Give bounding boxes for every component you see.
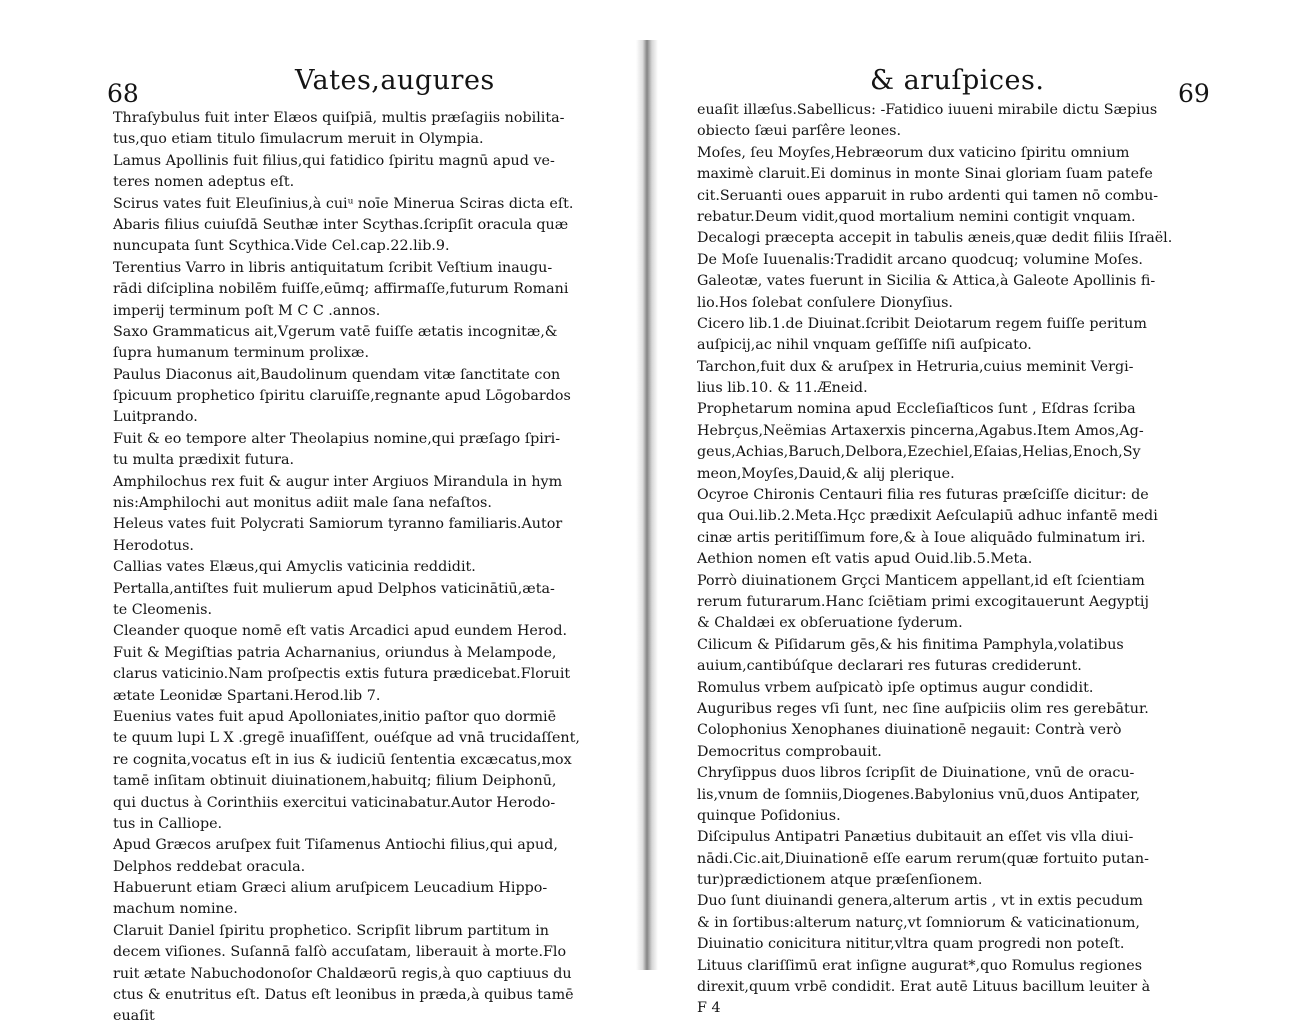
text-line: maximè claruit.Ei dominus in monte Sinai gloriam ſuam patefe [697, 166, 1153, 183]
text-line: Paulus Diaconus ait,Baudolinum quendam vitæ ſanctitate con [113, 366, 561, 383]
text-line: tamē inſitam obtinuit diuinationem,habuitq; filium Deiphonū, [113, 773, 557, 790]
text-line: Lituus clariſſimū erat inſigne augurat*,quo Romulus regiones [697, 957, 1143, 974]
text-line: clarus vaticinio.Nam proſpectis extis futura prædicebat.Floruit [113, 666, 571, 683]
text-line: auium,cantibúſque declarari res futuras crediderunt. [697, 658, 1082, 675]
text-line: rādi diſciplina nobilēm fuiſſe,eūmq; affirmaſſe,futurum Romani [113, 281, 569, 298]
text-line: Luitprando. [113, 409, 198, 426]
text-line: decem viſiones. Suſannā falſò accuſatam, liberauit à morte.Flo [113, 944, 567, 961]
text-line: euaſit illæſus.Sabellicus: -Fatidico iuueni mirabile dictu Sæpius [697, 102, 1158, 118]
running-head-left: Vates,augures [295, 65, 495, 96]
text-line: re cognita,vocatus eſt in ius & iudiciū ſententia excæcatus,mox [113, 751, 572, 768]
text-line: Galeotæ, vates fuerunt in Sicilia & Attica,à Galeote Apollinis fi- [697, 273, 1156, 290]
text-line: Hebrçus,Neëmias Artaxerxis pincerna,Agabus.Item Amos,Ag- [697, 422, 1144, 439]
text-line: teres nomen adeptus eſt. [113, 174, 295, 191]
text-line: te quum lupi L X .gregē inuaſiſſent, ouéſque ad vnā trucidaſſent, [113, 730, 580, 747]
text-line: Abaris filius cuiuſdā Seuthæ inter Scythas.ſcripſit oracula quæ [113, 216, 569, 233]
text-line: Auguribus reges vſi ſunt, nec ſine auſpiciis olim res gerebātur. [697, 700, 1149, 717]
text-line: tu multa prædixit futura. [113, 452, 295, 469]
text-line: imperij terminum poſt M C C .annos. [113, 302, 381, 319]
text-line: lis,vnum de ſomniis,Diogenes.Babylonius vnū,duos Antipater, [697, 786, 1141, 803]
text-line: Pertalla,antiſtes fuit mulierum apud Delphos vaticinātiū,æta- [113, 580, 555, 597]
text-line: Democritus comprobauit. [697, 743, 882, 760]
text-line: Fuit & eo tempore alter Theolapius nomine,qui præſago ſpiri- [113, 430, 561, 447]
text-line: Cicero lib.1.de Diuinat.ſcribit Deiotarum regem fuiſſe peritum [697, 315, 1147, 332]
text-line: ætate Leonidæ Spartani.Herod.lib 7. [113, 687, 381, 704]
text-line: Tarchon,fuit dux & aruſpex in Hetruria,cuius meminit Vergi- [697, 358, 1134, 375]
right-page [668, 0, 1311, 1017]
text-line: Duo ſunt diuinandi genera,alterum artis , vt in extis pecudum [697, 893, 1143, 910]
text-line: Apud Græcos aruſpex fuit Tiſamenus Antiochi filius,qui apud, [113, 837, 558, 854]
text-line: lio.Hos ſolebat conſulere Dionyſius. [697, 294, 953, 311]
left-page-text [113, 108, 638, 1025]
text-line: cit.Seruanti oues apparuit in rubo ardenti qui tamen nō combu- [697, 187, 1159, 204]
text-line: euaſit [113, 1008, 155, 1025]
text-line: ſupra humanum terminum prolixæ. [113, 345, 370, 362]
text-line: geus,Achias,Baruch,Delbora,Ezechiel,Eſaias,Helias,Enoch,Sy [697, 444, 1141, 461]
text-line: Decalogi præcepta accepit in tabulis æneis,quæ dedit filiis Iſraël. [697, 230, 1173, 247]
text-line: nuncupata ſunt Scythica.Vide Cel.cap.22.lib.9. [113, 238, 450, 255]
text-line: Scirus vates fuit Eleuſinius,à cuiᵘ noīe Minerua Sciras dicta eſt. [113, 195, 574, 212]
text-line: qua Oui.lib.2.Meta.Hçc prædixit Aeſculapiū adhuc infantē medi [697, 508, 1158, 525]
text-line: Moſes, ſeu Moyſes,Hebræorum dux vaticino ſpiritu omnium [697, 144, 1130, 161]
running-head-right: & aruſpices. [870, 65, 1045, 96]
text-line: Cilicum & Piſidarum gēs,& his finitima Pamphyla,volatibus [697, 636, 1124, 653]
text-line: rebatur.Deum vidit,quod mortalium nemini contigit vnquam. [697, 208, 1136, 225]
text-line: Herodotus. [113, 537, 194, 554]
text-line: machum nomine. [113, 901, 238, 918]
text-line: & in ſortibus:alterum naturç,vt ſomniorum & vaticinationum, [697, 914, 1140, 931]
text-line: Claruit Daniel ſpiritu prophetico. Scripſit librum partitum in [113, 922, 550, 939]
text-line: Fuit & Megiſtias patria Acharnanius, oriundus à Melampode, [113, 644, 557, 661]
text-line: qui ductus à Corinthiis exercitui vaticinabatur.Autor Herodo- [113, 794, 556, 811]
text-line: Diſcipulus Antipatri Panætius dubitauit an eſſet vis vlla diui- [697, 829, 1134, 846]
text-line: De Moſe Iuuenalis:Tradidit arcano quodcuq; volumine Moſes. [697, 251, 1143, 268]
text-line: Euenius vates fuit apud Apolloniates,initio paſtor quo dormiē [113, 708, 557, 725]
text-line: lius lib.10. & 11.Æneid. [697, 380, 868, 397]
text-line: nis:Amphilochi aut monitus adiit male ſana nefaſtos. [113, 495, 492, 512]
text-line: cinæ artis peritiſſimum fore,& à Ioue aliquādo fulminatum iri. [697, 529, 1146, 546]
text-line: & Chaldæi ex obſeruatione ſyderum. [697, 615, 963, 632]
text-line: Porrò diuinationem Grçci Manticem appellant,id eſt ſcientiam [697, 572, 1145, 589]
right-page-text [697, 100, 1217, 1017]
text-line: tus in Calliope. [113, 815, 223, 832]
text-line: Romulus vrbem auſpicatò ipſe optimus augur condidit. [697, 679, 1094, 696]
text-line: ctus & enutritus eſt. Datus eſt leonibus in præda,à quibus tamē [113, 987, 574, 1004]
text-line: Cleander quoque nomē eſt vatis Arcadici apud eundem Herod. [113, 623, 568, 640]
text-line: Heleus vates fuit Polycrati Samiorum tyranno familiaris.Autor [113, 516, 563, 533]
text-line: Callias vates Elæus,qui Amyclis vaticinia reddidit. [113, 559, 476, 576]
text-line: Lamus Apollinis fuit filius,qui fatidico ſpiritu magnū apud ve- [113, 152, 555, 169]
text-line: Habuerunt etiam Græci alium aruſpicem Leucadium Hippo- [113, 880, 548, 897]
text-line: auſpicij,ac nihil vnquam geſſiſſe niſi auſpicato. [697, 337, 1032, 354]
text-line: Diuinatio conicitura nititur,vltra quam progredi non poteſt. [697, 936, 1125, 953]
text-line: direxit,quum vrbē condidit. Erat autē Lituus bacillum leuiter à [697, 979, 1151, 996]
text-line: ſpicuum prophetico ſpiritu claruiſſe,regnante apud Lōgobardos [113, 388, 571, 405]
text-line: tur)prædictionem atque præſenſionem. [697, 872, 983, 889]
text-line: Delphos reddebat oracula. [113, 858, 306, 875]
text-line: Colophonius Xenophanes diuinationē negauit: Contrà verò [697, 722, 1122, 739]
text-line: quinque Poſidonius. [697, 807, 841, 824]
text-line: Prophetarum nomina apud Eccleſiaſticos ſunt , Eſdras ſcriba [697, 401, 1136, 418]
text-line: Thraſybulus fuit inter Elæos quiſpiā, multis præſagiis nobilita- [113, 110, 565, 126]
text-line: Ocyroe Chironis Centauri filia res futuras præſciſſe dicitur: de [697, 487, 1149, 504]
text-line: Saxo Grammaticus ait,Vgerum vatē fuiſſe ætatis incognitæ,& [113, 323, 558, 340]
text-line: Aethion nomen eſt vatis apud Ouid.lib.5.Meta. [697, 551, 1033, 568]
page-number-left: 68 [107, 79, 139, 108]
text-line: te Cleomenis. [113, 601, 213, 618]
text-line: Amphilochus rex fuit & augur inter Argiuos Mirandula in hym [113, 473, 563, 490]
text-line: Chryſippus duos libros ſcripſit de Diuinatione, vnū de oracu- [697, 765, 1135, 782]
text-line: rerum futurarum.Hanc ſciētiam primi excogitauerunt Aegyptij [697, 593, 1149, 610]
left-page [0, 0, 640, 1025]
text-line: tus,quo etiam titulo ſimulacrum meruit in Olympia. [113, 131, 484, 148]
text-line: Terentius Varro in libris antiquitatum ſcribit Veſtium inaugu- [113, 259, 553, 276]
text-line: F 4 [697, 1000, 721, 1017]
text-line: meon,Moyſes,Dauid,& alij plerique. [697, 465, 955, 482]
text-line: obiecto ſæui parſêre leones. [697, 123, 902, 140]
text-line: nādi.Cic.ait,Diuinationē eſſe earum rerum(quæ fortuito putan- [697, 850, 1149, 867]
page-number-right: 69 [1178, 79, 1210, 108]
text-line: ruit ætate Nabuchodonoſor Chaldæorū regis,à quo captiuus du [113, 965, 572, 982]
